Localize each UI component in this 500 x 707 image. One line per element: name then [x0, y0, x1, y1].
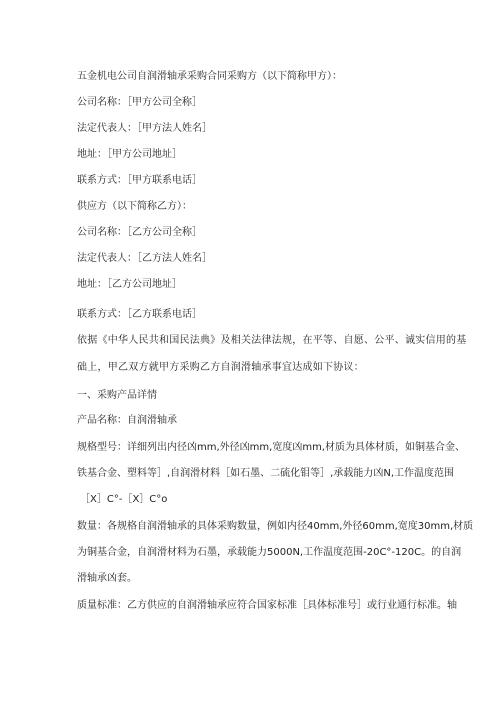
buyer-legal-representative: 法定代表人：［甲方法人姓名］	[77, 123, 212, 134]
document-intro-line: 五金机电公司自润滑轴承采购合同采购方（以下简称甲方）：	[77, 71, 342, 82]
quantity-line-2: 为铜基合金，自润滑材料为石墨，承载能力5000N,工作温度范围-20C°-120C。的自润	[77, 547, 462, 558]
section-heading-products: 一、采购产品详情	[77, 390, 157, 401]
agreement-basis-line-1: 依据《中华人民共和国民法典》及相关法律法规，在平等、自愿、公平、诚实信用的基	[77, 335, 467, 346]
quantity-line-3: 滑轴承凶套。	[77, 573, 137, 584]
buyer-company-name: 公司名称：［甲方公司全称］	[77, 97, 202, 108]
supplier-heading: 供应方（以下简称乙方）：	[77, 201, 192, 212]
buyer-contact: 联系方式：［甲方联系电话］	[77, 175, 202, 186]
product-name: 产品名称：自润滑轴承	[77, 415, 177, 426]
spec-line-2: 铁基合金、塑料等］,自润滑材料［如石墨、二硫化钼等］,承载能力凶N,工作温度范围	[77, 468, 455, 479]
supplier-address: 地址：［乙方公司地址］	[77, 279, 182, 290]
supplier-company-name: 公司名称：［乙方公司全称］	[77, 227, 202, 238]
supplier-legal-representative: 法定代表人：［乙方法人姓名］	[77, 253, 212, 264]
spec-line-3: ［X］C°-［X］C°o	[80, 494, 168, 505]
agreement-basis-line-2: 础上，甲乙双方就甲方采购乙方自润滑轴承事宜达成如下协议：	[77, 362, 364, 373]
buyer-address: 地址：［甲方公司地址］	[77, 149, 182, 160]
spec-line-1: 规格型号：详细列出内径凶mm,外径凶mm,宽度凶mm,材质为具体材质，如铜基合金、	[77, 442, 465, 453]
quantity-line-1: 数量：各规格自润滑轴承的具体采购数量，例如内径40mm,外径60mm,宽度30mm,材质	[77, 521, 474, 532]
supplier-contact: 联系方式：［乙方联系电话］	[77, 309, 202, 320]
quality-standard-line: 质量标准：乙方供应的自润滑轴承应符合国家标准［具体标准号］或行业通行标准。轴	[77, 600, 457, 611]
